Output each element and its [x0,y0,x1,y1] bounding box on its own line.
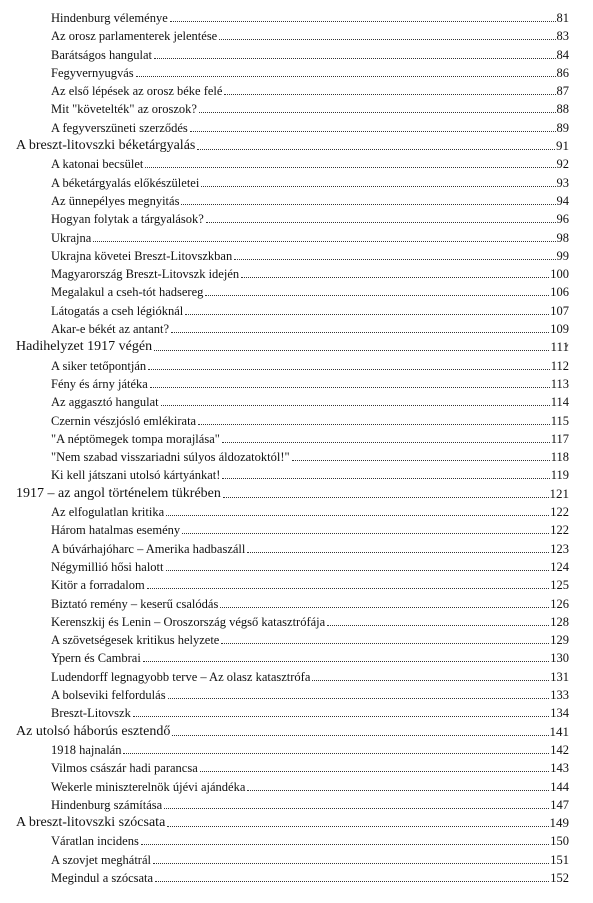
toc-entry-page-number: 112 [550,358,569,373]
dot-leader [197,148,555,150]
toc-entry-title: Hindenburg számítása [51,797,163,812]
toc-entry [51,594,569,612]
toc-entry-title: Ukrajna [51,230,92,245]
toc-entry-page-number: 150 [550,834,569,849]
toc-entry-page-number: 133 [550,688,569,703]
toc-entry-page-number: 122 [550,523,569,538]
toc-entry [51,8,569,26]
toc-entry-title: Az első lépések az orosz béke felé [51,84,223,99]
toc-entry-page-number: 131 [550,669,569,684]
dot-leader [185,313,549,315]
toc-entry-page-number: 147 [550,797,569,812]
dot-leader [206,221,556,223]
toc-entry-page-number: 141 [549,723,569,739]
toc-entry-page-number: 113 [550,376,569,391]
dot-leader [161,404,550,406]
toc-entry-title: Kitör a forradalom [51,578,145,593]
toc-entry-title: A béketárgyalás előkészületei [51,175,200,190]
toc-entry [51,228,569,246]
toc-entry [51,246,569,264]
toc-entry-title: 1918 hajnalán [51,742,122,757]
toc-entry-title: Az elfogulatlan kritika [51,505,165,520]
dot-leader [155,880,549,882]
toc-entry [51,520,569,538]
toc-entry [51,447,569,465]
toc-entry [51,630,569,648]
toc-entry-title: Wekerle miniszterelnök újévi ajándéka [51,779,246,794]
toc-entry-page-number: 125 [550,578,569,593]
toc-entry-page-number: 149 [549,815,569,831]
toc-entry-page-number: 93 [556,175,569,190]
toc-entry-title: A fegyverszüneti szerződés [51,120,188,135]
toc-entry-title: Vilmos császár hadi parancsa [51,761,198,776]
toc-entry-page-number: 130 [550,651,569,666]
dot-leader [312,679,549,681]
toc-entry-page-number: 115 [550,413,569,428]
dot-leader [247,551,549,553]
dot-leader [222,441,550,443]
toc-entry-title: A bolseviki felfordulás [51,688,166,703]
dot-leader [164,807,549,809]
dot-leader [170,20,556,22]
toc-entry [51,411,569,429]
dot-leader [145,166,555,168]
toc-entry-title: Váratlan incidens [51,834,139,849]
toc-entry [51,868,569,886]
toc-entry [51,301,569,319]
toc-entry [51,429,569,447]
toc-entry-page-number: 98 [556,230,569,245]
toc-entry [51,392,569,410]
toc-entry [51,758,569,776]
dot-leader [172,734,548,736]
toc-entry [51,685,569,703]
toc-entry [51,319,569,337]
toc-entry-page-number: 111 [550,339,569,355]
dot-leader [190,130,556,132]
dot-leader [219,38,555,40]
dot-leader [153,862,549,864]
dot-leader [201,185,555,187]
dot-leader [198,423,550,425]
toc-entry-page-number: 117 [550,431,569,446]
dot-leader [223,496,549,498]
toc-entry-title: Megalakul a cseh-tót hadsereg [51,285,204,300]
dot-leader [292,459,550,461]
dot-leader [136,75,556,77]
dot-leader [154,349,549,351]
toc-entry [51,173,569,191]
toc-entry [51,465,569,483]
toc-entry [51,99,569,117]
toc-entry-page-number: 122 [550,505,569,520]
dot-leader [167,825,548,827]
dot-leader [247,789,549,791]
toc-entry-title: Az ünnepélyes megnyitás [51,193,180,208]
toc-entry-page-number: 81 [556,11,569,25]
toc-entry-title: Négymillió hősi halott [51,559,164,574]
toc-section-entry [16,813,569,831]
toc-entry-title: A szovjet meghátrál [51,852,151,867]
toc-entry-title: Hindenburg véleménye [51,11,168,25]
toc-entry-title: Az aggasztó hangulat [51,395,159,410]
dot-leader [205,294,549,296]
toc-entry-title: Látogatás a cseh légióknál [51,303,184,318]
toc-entry [51,740,569,758]
toc-entry-title: "A néptömegek tompa morajlása" [51,431,220,446]
toc-entry-title: Ukrajna követei Breszt-Litovszkban [51,248,233,263]
dot-leader [166,514,549,516]
toc-entry [51,191,569,209]
toc-entry [51,209,569,227]
toc-entry-page-number: 87 [556,84,569,99]
dot-leader [166,569,550,571]
toc-section-entry [16,484,569,502]
toc-entry [51,282,569,300]
toc-entry-title: Hogyan folytak a tárgyalások? [51,212,204,227]
dot-leader [150,386,550,388]
toc-entry-page-number: 151 [550,852,569,867]
toc-entry-title: Az utolsó háborús esztendő [16,723,171,739]
toc-entry-page-number: 123 [550,541,569,556]
dot-leader [220,606,549,608]
dot-leader [234,258,555,260]
toc-entry-page-number: 124 [550,559,569,574]
dot-leader [93,240,555,242]
dot-leader [199,111,556,113]
dot-leader [154,57,555,59]
dot-leader [168,697,550,699]
toc-entry-title: A siker tetőpontján [51,358,147,373]
toc-entry [51,648,569,666]
toc-entry-title: A szövetségesek kritikus helyzete [51,633,220,648]
toc-entry [51,81,569,99]
dot-leader [147,587,550,589]
toc-entry-page-number: 88 [556,102,569,117]
dot-leader [143,660,549,662]
toc-entry [51,575,569,593]
toc-entry [51,374,569,392]
toc-entry-page-number: 134 [550,706,569,721]
toc-entry-title: Breszt-Litovszk [51,706,131,721]
dot-leader [133,715,549,717]
dot-leader [148,368,550,370]
toc-entry-page-number: 107 [550,303,569,318]
toc-entry-page-number: 128 [550,614,569,629]
toc-entry [51,612,569,630]
toc-entry [51,777,569,795]
toc-section-entry [16,337,569,355]
dot-leader [182,532,549,534]
toc-entry [51,45,569,63]
dot-leader [200,770,549,772]
toc-entry-page-number: 83 [556,29,569,44]
toc-section-entry [16,136,569,154]
toc-entry-page-number: 92 [556,157,569,172]
toc-section-entry [16,722,569,740]
toc-entry-title: A breszt-litovszki szócsata [16,815,166,831]
toc-entry-title: A breszt-litovszki béketárgyalás [16,138,196,154]
dot-leader [123,752,549,754]
toc-entry [51,850,569,868]
toc-entry [51,63,569,81]
toc-entry-title: Akar-e békét az antant? [51,322,170,337]
toc-entry-title: Három hatalmas esemény [51,523,181,538]
toc-entry [51,557,569,575]
toc-entry-page-number: 144 [550,779,569,794]
toc-entry [51,795,569,813]
toc-entry-title: 1917 – az angol történelem tükrében [16,485,221,501]
toc-entry [51,118,569,136]
toc-entry [51,356,569,374]
toc-entry [51,154,569,172]
dot-leader [181,203,555,205]
toc-entry-title: A búvárhajóharc – Amerika hadbaszáll [51,541,246,556]
toc-entry-title: Ludendorff legnagyobb terve – Az olasz katasztrófa [51,669,311,684]
dot-leader [221,642,549,644]
toc-entry-title: Ki kell játszani utolsó kártyánkat! [51,468,221,483]
toc-entry-page-number: 143 [550,761,569,776]
toc-entry-page-number: 119 [550,468,569,483]
toc-entry-page-number: 118 [550,450,569,465]
toc-entry-title: Fény és árny játéka [51,376,148,391]
dot-leader [327,624,549,626]
toc-entry-page-number: 89 [556,120,569,135]
toc-entry-page-number: 91 [556,138,569,154]
toc-entry-page-number: 106 [550,285,569,300]
toc-entry-title: Barátságos hangulat [51,47,153,62]
toc-entry-title: Hadihelyzet 1917 végén [16,339,153,355]
toc-entry [51,831,569,849]
toc-entry-page-number: 129 [550,633,569,648]
dot-leader [141,843,549,845]
toc-entry-title: Mit "követelték" az oroszok? [51,102,197,117]
toc-entry-page-number: 114 [550,395,569,410]
toc-entry-title: Kerenszkij és Lenin – Oroszország végső katasztrófája [51,614,326,629]
toc-entry-title: Ypern és Cambrai [51,651,141,666]
toc-entry-page-number: 99 [556,248,569,263]
toc-entry-page-number: 126 [550,596,569,611]
toc-entry-title: A katonai becsület [51,157,144,172]
toc-entry-title: Megindul a szócsata [51,871,154,885]
toc-entry-page-number: 86 [556,65,569,80]
dot-leader [241,276,549,278]
toc-entry [51,502,569,520]
dot-leader [224,93,555,95]
toc-entry [51,703,569,721]
toc-entry-page-number: 121 [549,485,569,501]
toc-entry-title: "Nem szabad visszariadni súlyos áldozatoktól!" [51,450,290,465]
dot-leader [171,331,549,333]
toc-entry-page-number: 109 [550,322,569,337]
toc-entry-title: Biztató remény – keserű csalódás [51,596,219,611]
toc-entry-page-number: 100 [550,267,569,282]
toc-entry-page-number: 142 [550,742,569,757]
toc-entry-page-number: 96 [556,212,569,227]
toc-entry-page-number: 94 [556,193,569,208]
dot-leader [222,477,549,479]
toc-entry-title: Magyarország Breszt-Litovszk idején [51,267,240,282]
toc-entry-title: Fegyvernyugvás [51,65,134,80]
toc-entry-page-number: 84 [556,47,569,62]
toc-entry [51,539,569,557]
toc-entry-title: Az orosz parlamenterek jelentése [51,29,218,44]
toc-entry [51,26,569,44]
toc-entry [51,264,569,282]
toc-entry [51,667,569,685]
toc-entry-page-number: 152 [550,871,569,885]
toc-entry-title: Czernin vészjósló emlékirata [51,413,197,428]
